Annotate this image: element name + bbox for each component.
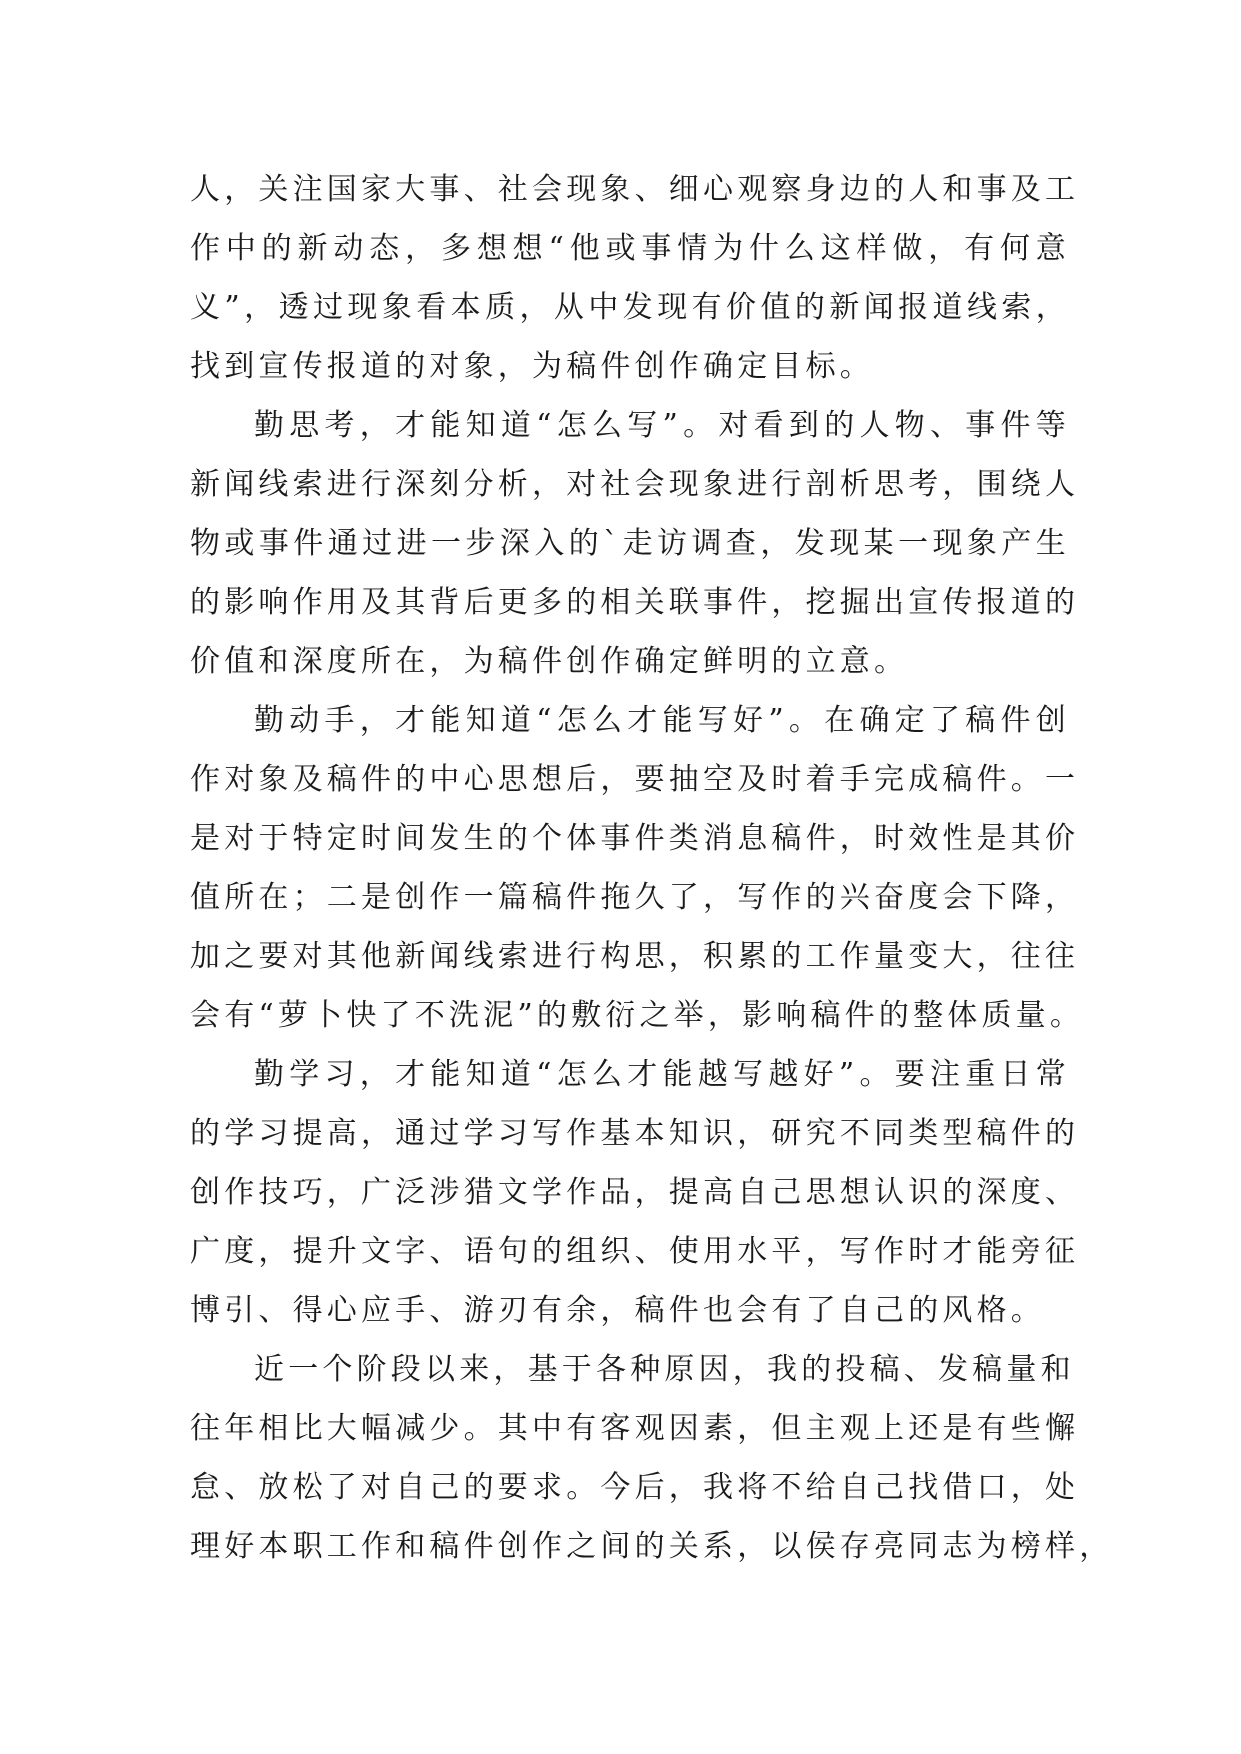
text-line: 物或事件通过进一步深入的`走访调查，发现某一现象产生 — [190, 526, 1070, 561]
text-line: 是对于特定时间发生的个体事件类消息稿件，时效性是其价 — [190, 821, 1080, 856]
text-line: 作中的新动态，多想想“他或事情为什么这样做，有何意 — [190, 231, 1070, 266]
text-line: 创作技巧，广泛涉猎文学作品，提高自己思想认识的深度、 — [190, 1175, 1080, 1210]
text-line: 博引、得心应手、游刃有余，稿件也会有了自己的风格。 — [190, 1293, 1045, 1328]
text-line: 广度，提升文字、语句的组织、使用水平，写作时才能旁征 — [190, 1234, 1080, 1269]
text-line: 值所在；二是创作一篇稿件拖久了，写作的兴奋度会下降， — [190, 880, 1080, 915]
text-line: 理好本职工作和稿件创作之间的关系，以侯存亮同志为榜样， — [190, 1529, 1114, 1564]
text-line: 近一个阶段以来，基于各种原因，我的投稿、发稿量和 — [254, 1352, 1075, 1387]
text-line: 价值和深度所在，为稿件创作确定鲜明的立意。 — [190, 644, 909, 679]
text-line: 加之要对其他新闻线索进行构思，积累的工作量变大，往往 — [190, 939, 1080, 974]
text-line: 作对象及稿件的中心思想后，要抽空及时着手完成稿件。一 — [190, 762, 1080, 797]
text-line: 义”，透过现象看本质，从中发现有价值的新闻报道线索， — [190, 290, 1070, 325]
text-line: 的学习提高，通过学习写作基本知识，研究不同类型稿件的 — [190, 1116, 1080, 1151]
text-line: 勤学习，才能知道“怎么才能越写越好”。要注重日常 — [254, 1057, 1070, 1092]
text-line: 往年相比大幅减少。其中有客观因素，但主观上还是有些懈 — [190, 1411, 1080, 1446]
paragraph — [190, 1340, 1114, 1576]
paragraph — [190, 691, 1085, 1045]
text-line: 人，关注国家大事、社会现象、细心观察身边的人和事及工 — [190, 172, 1080, 207]
text-line: 找到宣传报道的对象，为稿件创作确定目标。 — [190, 349, 874, 384]
text-line: 的影响作用及其背后更多的相关联事件，挖掘出宣传报道的 — [190, 585, 1080, 620]
text-line: 勤动手，才能知道“怎么才能写好”。在确定了稿件创 — [254, 703, 1070, 738]
text-line: 怠、放松了对自己的要求。今后，我将不给自己找借口，处 — [190, 1470, 1080, 1505]
text-line: 会有“萝卜快了不洗泥”的敷衍之举，影响稿件的整体质量。 — [190, 998, 1085, 1033]
paragraph — [190, 396, 1080, 691]
paragraph — [190, 160, 1080, 396]
text-line: 勤思考，才能知道“怎么写”。对看到的人物、事件等 — [254, 408, 1070, 443]
paragraph — [190, 1045, 1080, 1340]
document-body — [190, 160, 1114, 1576]
text-line: 新闻线索进行深刻分析，对社会现象进行剖析思考，围绕人 — [190, 467, 1080, 502]
